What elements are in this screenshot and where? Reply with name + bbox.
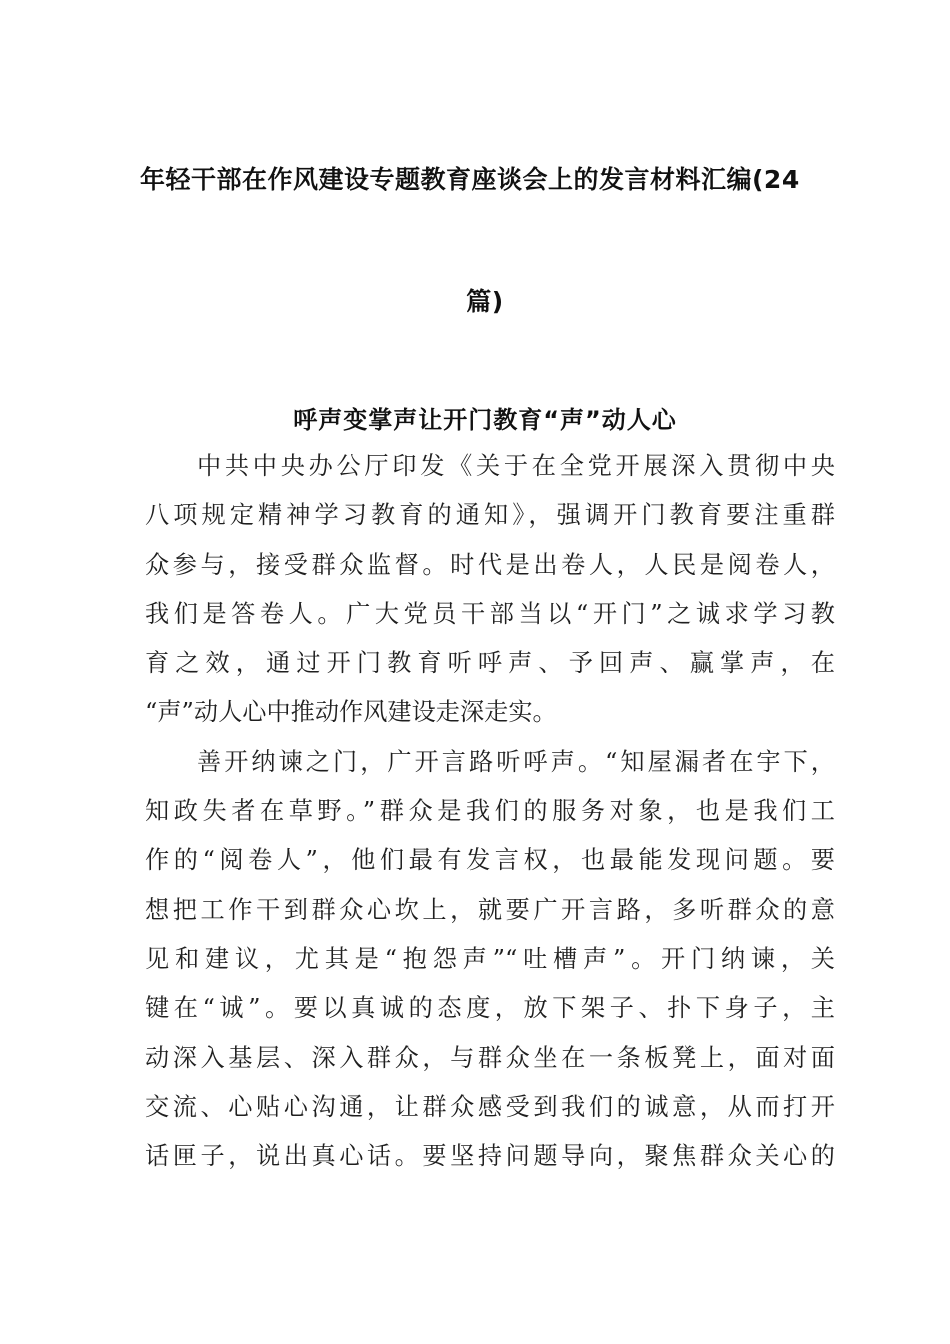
- section-heading: 呼声变掌声让开门教育“声”动人心: [293, 406, 677, 434]
- text-line: 话匣子，说出真心话。要坚持问题导向，聚焦群众关心的: [145, 1142, 835, 1171]
- text-line: 见和建议，尤其是“抱怨声”“吐槽声”。开门纳谏，关: [145, 944, 835, 973]
- body-text: [145, 442, 835, 1181]
- text-line: 键在“诚”。要以真诚的态度，放下架子、扑下身子，主: [145, 994, 835, 1023]
- text-line: 育之效，通过开门教育听呼声、予回声、赢掌声，在: [145, 649, 835, 678]
- paragraph-2: [145, 738, 835, 1182]
- text-line: 动深入基层、深入群众，与群众坐在一条板凳上，面对面: [145, 1043, 835, 1072]
- text-line: “声”动人心中推动作风建设走深走实。: [145, 698, 557, 727]
- text-line: 众参与，接受群众监督。时代是出卷人，人民是阅卷人，: [145, 550, 835, 579]
- document-title-line-1: 年轻干部在作风建设专题教育座谈会上的发言材料汇编(24: [140, 165, 800, 194]
- text-line: 善开纳谏之门，广开言路听呼声。“知屋漏者在宇下，: [197, 747, 835, 776]
- text-line: 知政失者在草野。”群众是我们的服务对象，也是我们工: [145, 797, 835, 826]
- text-line: 作的“阅卷人”，他们最有发言权，也最能发现问题。要: [145, 846, 835, 875]
- text-line: 我们是答卷人。广大党员干部当以“开门”之诚求学习教: [145, 599, 835, 628]
- text-line: 想把工作干到群众心坎上，就要广开言路，多听群众的意: [145, 895, 835, 924]
- paragraph-1: [145, 442, 835, 738]
- text-line: 交流、心贴心沟通，让群众感受到我们的诚意，从而打开: [145, 1092, 835, 1121]
- text-line: 八项规定精神学习教育的通知》，强调开门教育要注重群: [145, 501, 835, 530]
- text-line: 中共中央办公厅印发《关于在全党开展深入贯彻中央: [197, 452, 835, 480]
- document-title-line-2: 篇): [466, 287, 504, 316]
